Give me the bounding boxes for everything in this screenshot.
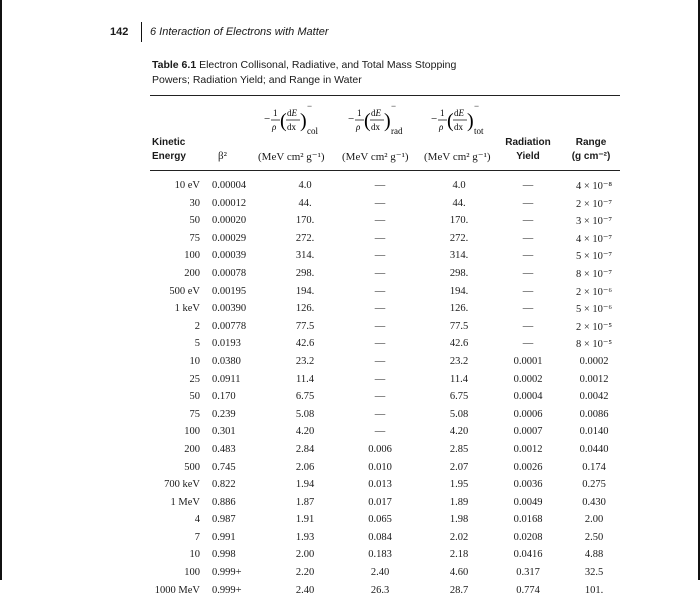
tot-subscript: tot <box>474 126 484 136</box>
radiation-yield-cell: 0.0416 <box>513 549 543 561</box>
radiative-cell: 0.183 <box>368 549 392 561</box>
collisional-cell: 170. <box>295 215 315 227</box>
svg-text:1: 1 <box>357 108 362 118</box>
radiation-yield-cell: — <box>522 303 534 315</box>
table-row <box>150 321 620 339</box>
svg-text:−: − <box>307 101 313 111</box>
kinetic-energy-cell: 4 <box>194 514 200 526</box>
radiation-yield-cell: 0.0036 <box>513 479 543 491</box>
table-row <box>150 567 620 585</box>
collisional-cell: 77.5 <box>295 320 315 332</box>
range-cell: 8 × 10⁻⁷ <box>575 268 613 280</box>
beta-squared-cell: 0.00778 <box>212 320 247 332</box>
radiative-cell: 2.40 <box>370 567 390 579</box>
collisional-cell: 11.4 <box>296 373 314 385</box>
radiation-yield-cell: 0.317 <box>516 567 540 579</box>
total-cell: 1.95 <box>449 479 469 491</box>
table-caption <box>152 58 472 88</box>
collisional-cell: 44. <box>298 197 312 209</box>
svg-text:): ) <box>300 110 307 132</box>
table-row <box>150 286 620 304</box>
kinetic-energy-cell: 75 <box>189 408 200 420</box>
svg-text:−: − <box>391 101 397 111</box>
radiation-yield-cell: 0.0006 <box>513 408 543 420</box>
svg-text:ρ: ρ <box>439 122 444 132</box>
range-header <box>562 136 620 164</box>
radiative-cell: — <box>374 320 386 332</box>
range-cell: 0.0140 <box>579 426 609 438</box>
collisional-cell: 2.06 <box>295 461 315 473</box>
kinetic-energy-cell: 75 <box>189 232 200 244</box>
radiation-yield-cell: 0.0001 <box>513 355 543 367</box>
range-cell: 0.430 <box>582 496 606 508</box>
col-subscript: col <box>307 126 318 136</box>
beta-squared-cell: 0.00029 <box>212 232 247 244</box>
range-cell: 2.50 <box>584 531 604 543</box>
radiative-cell: 0.065 <box>368 514 392 526</box>
table-row <box>150 374 620 392</box>
collisional-cell: 2.84 <box>295 443 315 455</box>
beta-squared-cell: 0.999+ <box>212 567 242 579</box>
radiative-cell: 26.3 <box>370 584 390 596</box>
kinetic-energy-cell: 50 <box>189 391 200 403</box>
kinetic-energy-cell: 10 eV <box>174 180 200 191</box>
kinetic-energy-cell: 700 keV <box>164 479 200 491</box>
beta-squared-cell: 0.987 <box>212 514 236 526</box>
table-row <box>150 303 620 321</box>
total-cell: 1.98 <box>449 514 469 526</box>
table-row <box>150 250 620 268</box>
total-cell: 126. <box>449 303 469 315</box>
svg-text:ρ: ρ <box>272 122 277 132</box>
svg-text:(: ( <box>364 110 371 132</box>
range-cell: 4 × 10⁻⁸ <box>575 181 613 192</box>
beta-squared-cell: 0.999+ <box>212 584 242 596</box>
collisional-cell: 23.2 <box>295 355 315 367</box>
range-cell: 0.0440 <box>579 443 609 455</box>
total-cell: 5.08 <box>449 408 469 420</box>
total-cell: 4.0 <box>452 180 466 191</box>
total-cell: 11.4 <box>450 373 468 385</box>
range-cell: 2 × 10⁻⁵ <box>575 321 613 333</box>
beta-squared-cell: 0.0911 <box>212 373 241 385</box>
table-row <box>150 233 620 251</box>
range-cell: 101. <box>584 584 604 596</box>
range-cell: 2.00 <box>584 514 604 526</box>
radiative-cell: 0.017 <box>368 496 392 508</box>
radiation-yield-cell: — <box>522 180 534 191</box>
total-cell: 2.02 <box>449 531 469 543</box>
kinetic-energy-cell: 200 <box>184 267 200 279</box>
kinetic-energy-cell: 100 <box>184 250 200 262</box>
top-rule <box>150 95 620 96</box>
table-row <box>150 532 620 550</box>
total-cell: 298. <box>449 267 469 279</box>
rad-subscript: rad <box>391 126 403 136</box>
collisional-cell: 2.00 <box>295 549 315 561</box>
beta-squared-cell: 0.998 <box>212 549 236 561</box>
svg-text:−: − <box>431 113 438 125</box>
total-cell: 170. <box>449 215 469 227</box>
range-cell: 0.275 <box>582 479 606 491</box>
kinetic-energy-cell: 2 <box>194 320 200 332</box>
collisional-stopping-power-symbol <box>258 100 328 146</box>
kinetic-energy-cell: 200 <box>184 443 200 455</box>
collisional-cell: 194. <box>295 285 315 297</box>
beta-squared-cell: 0.991 <box>212 531 236 543</box>
total-cell: 314. <box>449 250 469 262</box>
radiation-yield-cell: 0.0026 <box>513 461 543 473</box>
total-cell: 4.60 <box>449 567 469 579</box>
beta-squared-cell: 0.239 <box>212 408 236 420</box>
table-row <box>150 391 620 409</box>
beta-squared-cell: 0.00039 <box>212 250 247 262</box>
total-cell: 272. <box>449 232 469 244</box>
svg-text:dE: dE <box>287 108 297 118</box>
kinetic-energy-cell: 500 <box>184 461 200 473</box>
table-row <box>150 462 620 480</box>
total-cell: 44. <box>452 197 466 209</box>
collisional-cell: 1.93 <box>295 531 315 543</box>
beta-squared-cell: 0.00195 <box>212 285 247 297</box>
collisional-cell: 6.75 <box>295 391 315 403</box>
kinetic-energy-cell: 5 <box>194 338 200 350</box>
radiation-yield-cell: 0.0012 <box>513 443 543 455</box>
radiative-cell: — <box>374 215 386 227</box>
range-cell: 0.0086 <box>579 408 609 420</box>
kinetic-energy-cell: 1 MeV <box>170 496 200 508</box>
tot-unit-header: (MeV cm² g⁻¹) <box>424 151 491 163</box>
beta-squared-cell: 0.00078 <box>212 267 247 279</box>
range-cell: 4 × 10⁻⁷ <box>575 233 613 245</box>
radiation-yield-header <box>500 136 556 164</box>
svg-text:dE: dE <box>454 108 464 118</box>
radiation-yield-cell: 0.0168 <box>513 514 543 526</box>
svg-text:1: 1 <box>273 108 278 118</box>
svg-text:−: − <box>264 113 271 125</box>
kinetic-energy-cell: 100 <box>184 426 200 438</box>
energy-label: Energy <box>152 151 186 162</box>
beta-squared-cell: 0.822 <box>212 479 236 491</box>
chapter-title: 6 Interaction of Electrons with Matter <box>150 26 329 38</box>
range-unit-label: (g cm⁻²) <box>571 151 611 162</box>
radiative-cell: 0.006 <box>368 443 392 455</box>
total-cell: 77.5 <box>449 320 469 332</box>
range-cell: 0.0042 <box>579 391 609 403</box>
table-row <box>150 426 620 444</box>
radiation-yield-cell: — <box>522 232 534 244</box>
radiation-yield-cell: 0.0004 <box>513 391 543 403</box>
range-cell: 2 × 10⁻⁶ <box>575 286 613 298</box>
table-row <box>150 215 620 233</box>
total-cell: 28.7 <box>449 584 469 596</box>
svg-text:−: − <box>474 101 480 111</box>
kinetic-energy-cell: 1 keV <box>174 303 200 315</box>
total-cell: 23.2 <box>449 355 469 367</box>
radiative-stopping-power-symbol <box>342 100 412 146</box>
table-row <box>150 585 620 602</box>
radiative-cell: — <box>374 285 386 297</box>
collisional-cell: 4.0 <box>298 180 312 191</box>
radiation-yield-cell: — <box>522 250 534 262</box>
range-cell: 2 × 10⁻⁷ <box>575 198 613 210</box>
range-cell: 0.0012 <box>579 373 609 385</box>
collisional-cell: 5.08 <box>295 408 315 420</box>
range-cell: 5 × 10⁻⁷ <box>575 251 613 263</box>
radiation-yield-cell: 0.774 <box>516 584 540 596</box>
beta-squared-cell: 0.745 <box>212 461 236 473</box>
svg-text:dx: dx <box>287 122 296 132</box>
collisional-cell: 2.40 <box>295 584 315 596</box>
kinetic-energy-header <box>152 136 186 164</box>
radiation-yield-cell: — <box>522 338 534 350</box>
radiative-cell: — <box>374 355 386 367</box>
beta-squared-header: β² <box>218 150 227 162</box>
svg-text:dx: dx <box>454 122 463 132</box>
table-row <box>150 479 620 497</box>
table-row <box>150 444 620 462</box>
radiation-yield-cell: 0.0002 <box>513 373 543 385</box>
table-row <box>150 514 620 532</box>
table-row <box>150 338 620 356</box>
header-rule <box>150 170 620 171</box>
col-unit-header: (MeV cm² g⁻¹) <box>258 151 325 163</box>
svg-text:1: 1 <box>440 108 445 118</box>
collisional-cell: 2.20 <box>295 567 315 579</box>
beta-squared-cell: 0.00390 <box>212 303 247 315</box>
kinetic-energy-cell: 30 <box>189 197 200 209</box>
range-cell: 3 × 10⁻⁷ <box>575 216 613 228</box>
radiation-yield-cell: 0.0208 <box>513 531 543 543</box>
collisional-cell: 1.94 <box>295 479 315 491</box>
radiative-cell: — <box>374 197 386 209</box>
radiative-cell: 0.010 <box>368 461 392 473</box>
caption-text: Electron Collisonal, Radiative, and Total Mass Stopping Powers; Radiation Yield; and Range in Water <box>152 59 457 86</box>
radiative-cell: — <box>374 267 386 279</box>
kinetic-energy-cell: 50 <box>189 215 200 227</box>
radiative-cell: 0.084 <box>368 531 392 543</box>
svg-text:(: ( <box>280 110 287 132</box>
collisional-cell: 1.87 <box>295 496 315 508</box>
svg-text:dE: dE <box>371 108 381 118</box>
beta-squared-cell: 0.170 <box>212 391 236 403</box>
range-label: Range <box>575 137 607 148</box>
radiation-label: Radiation <box>505 137 551 148</box>
radiation-yield-cell: — <box>522 320 534 332</box>
range-cell: 32.5 <box>584 567 604 579</box>
kinetic-energy-cell: 1000 MeV <box>154 584 200 596</box>
radiation-yield-cell: — <box>522 285 534 297</box>
caption-label: Table 6.1 <box>152 59 197 71</box>
radiation-yield-cell: 0.0049 <box>513 496 543 508</box>
beta-squared-cell: 0.0380 <box>212 355 241 367</box>
svg-text:(: ( <box>447 110 454 132</box>
collisional-cell: 4.20 <box>295 426 315 438</box>
kinetic-label: Kinetic <box>152 137 186 148</box>
table-row <box>150 409 620 427</box>
total-cell: 2.18 <box>449 549 469 561</box>
radiative-cell: — <box>374 232 386 244</box>
total-cell: 2.85 <box>449 443 469 455</box>
left-border <box>0 0 2 580</box>
radiative-cell: 0.013 <box>368 479 392 491</box>
collisional-cell: 298. <box>295 267 315 279</box>
range-cell: 8 × 10⁻⁵ <box>575 339 613 351</box>
kinetic-energy-cell: 10 <box>189 355 200 367</box>
beta-squared-cell: 0.00020 <box>212 215 247 227</box>
beta-squared-cell: 0.886 <box>212 496 236 508</box>
radiative-cell: — <box>374 338 386 350</box>
total-cell: 6.75 <box>449 391 469 403</box>
total-stopping-power-symbol <box>425 100 495 146</box>
collisional-cell: 314. <box>295 250 315 262</box>
radiative-cell: — <box>374 408 386 420</box>
beta-squared-cell: 0.483 <box>212 443 236 455</box>
kinetic-energy-cell: 25 <box>189 373 200 385</box>
kinetic-energy-cell: 500 eV <box>169 285 200 297</box>
table-row <box>150 268 620 286</box>
rad-unit-header: (MeV cm² g⁻¹) <box>342 151 409 163</box>
radiative-cell: — <box>374 373 386 385</box>
svg-text:−: − <box>348 113 355 125</box>
table-row <box>150 549 620 567</box>
total-cell: 4.20 <box>449 426 469 438</box>
yield-label: Yield <box>516 151 540 162</box>
page-number: 142 <box>110 26 129 38</box>
beta-squared-cell: 0.00004 <box>212 180 247 191</box>
total-cell: 2.07 <box>449 461 469 473</box>
total-cell: 42.6 <box>449 338 469 350</box>
data-table <box>150 180 620 602</box>
radiative-cell: — <box>374 391 386 403</box>
table-row <box>150 497 620 515</box>
range-cell: 5 × 10⁻⁶ <box>575 304 613 316</box>
radiative-cell: — <box>374 180 386 191</box>
svg-text:ρ: ρ <box>356 122 361 132</box>
kinetic-energy-cell: 7 <box>194 531 200 543</box>
kinetic-energy-cell: 100 <box>184 567 200 579</box>
total-cell: 1.89 <box>449 496 469 508</box>
beta-squared-cell: 0.301 <box>212 426 236 438</box>
table-row <box>150 356 620 374</box>
total-cell: 194. <box>449 285 469 297</box>
radiative-cell: — <box>374 426 386 438</box>
radiation-yield-cell: 0.0007 <box>513 426 543 438</box>
range-cell: 0.174 <box>582 461 606 473</box>
radiation-yield-cell: — <box>522 215 534 227</box>
radiation-yield-cell: — <box>522 197 534 209</box>
header-divider <box>141 22 142 42</box>
collisional-cell: 42.6 <box>295 338 315 350</box>
beta-squared-cell: 0.00012 <box>212 197 247 209</box>
collisional-cell: 1.91 <box>295 514 315 526</box>
collisional-cell: 272. <box>295 232 315 244</box>
radiative-cell: — <box>374 303 386 315</box>
svg-text:): ) <box>384 110 391 132</box>
table-row <box>150 180 620 198</box>
svg-text:dx: dx <box>371 122 380 132</box>
range-cell: 0.0002 <box>579 355 609 367</box>
svg-text:): ) <box>467 110 474 132</box>
beta-squared-cell: 0.0193 <box>212 338 241 350</box>
kinetic-energy-cell: 10 <box>189 549 200 561</box>
collisional-cell: 126. <box>295 303 315 315</box>
table-row <box>150 198 620 216</box>
radiative-cell: — <box>374 250 386 262</box>
radiation-yield-cell: — <box>522 267 534 279</box>
range-cell: 4.88 <box>584 549 604 561</box>
